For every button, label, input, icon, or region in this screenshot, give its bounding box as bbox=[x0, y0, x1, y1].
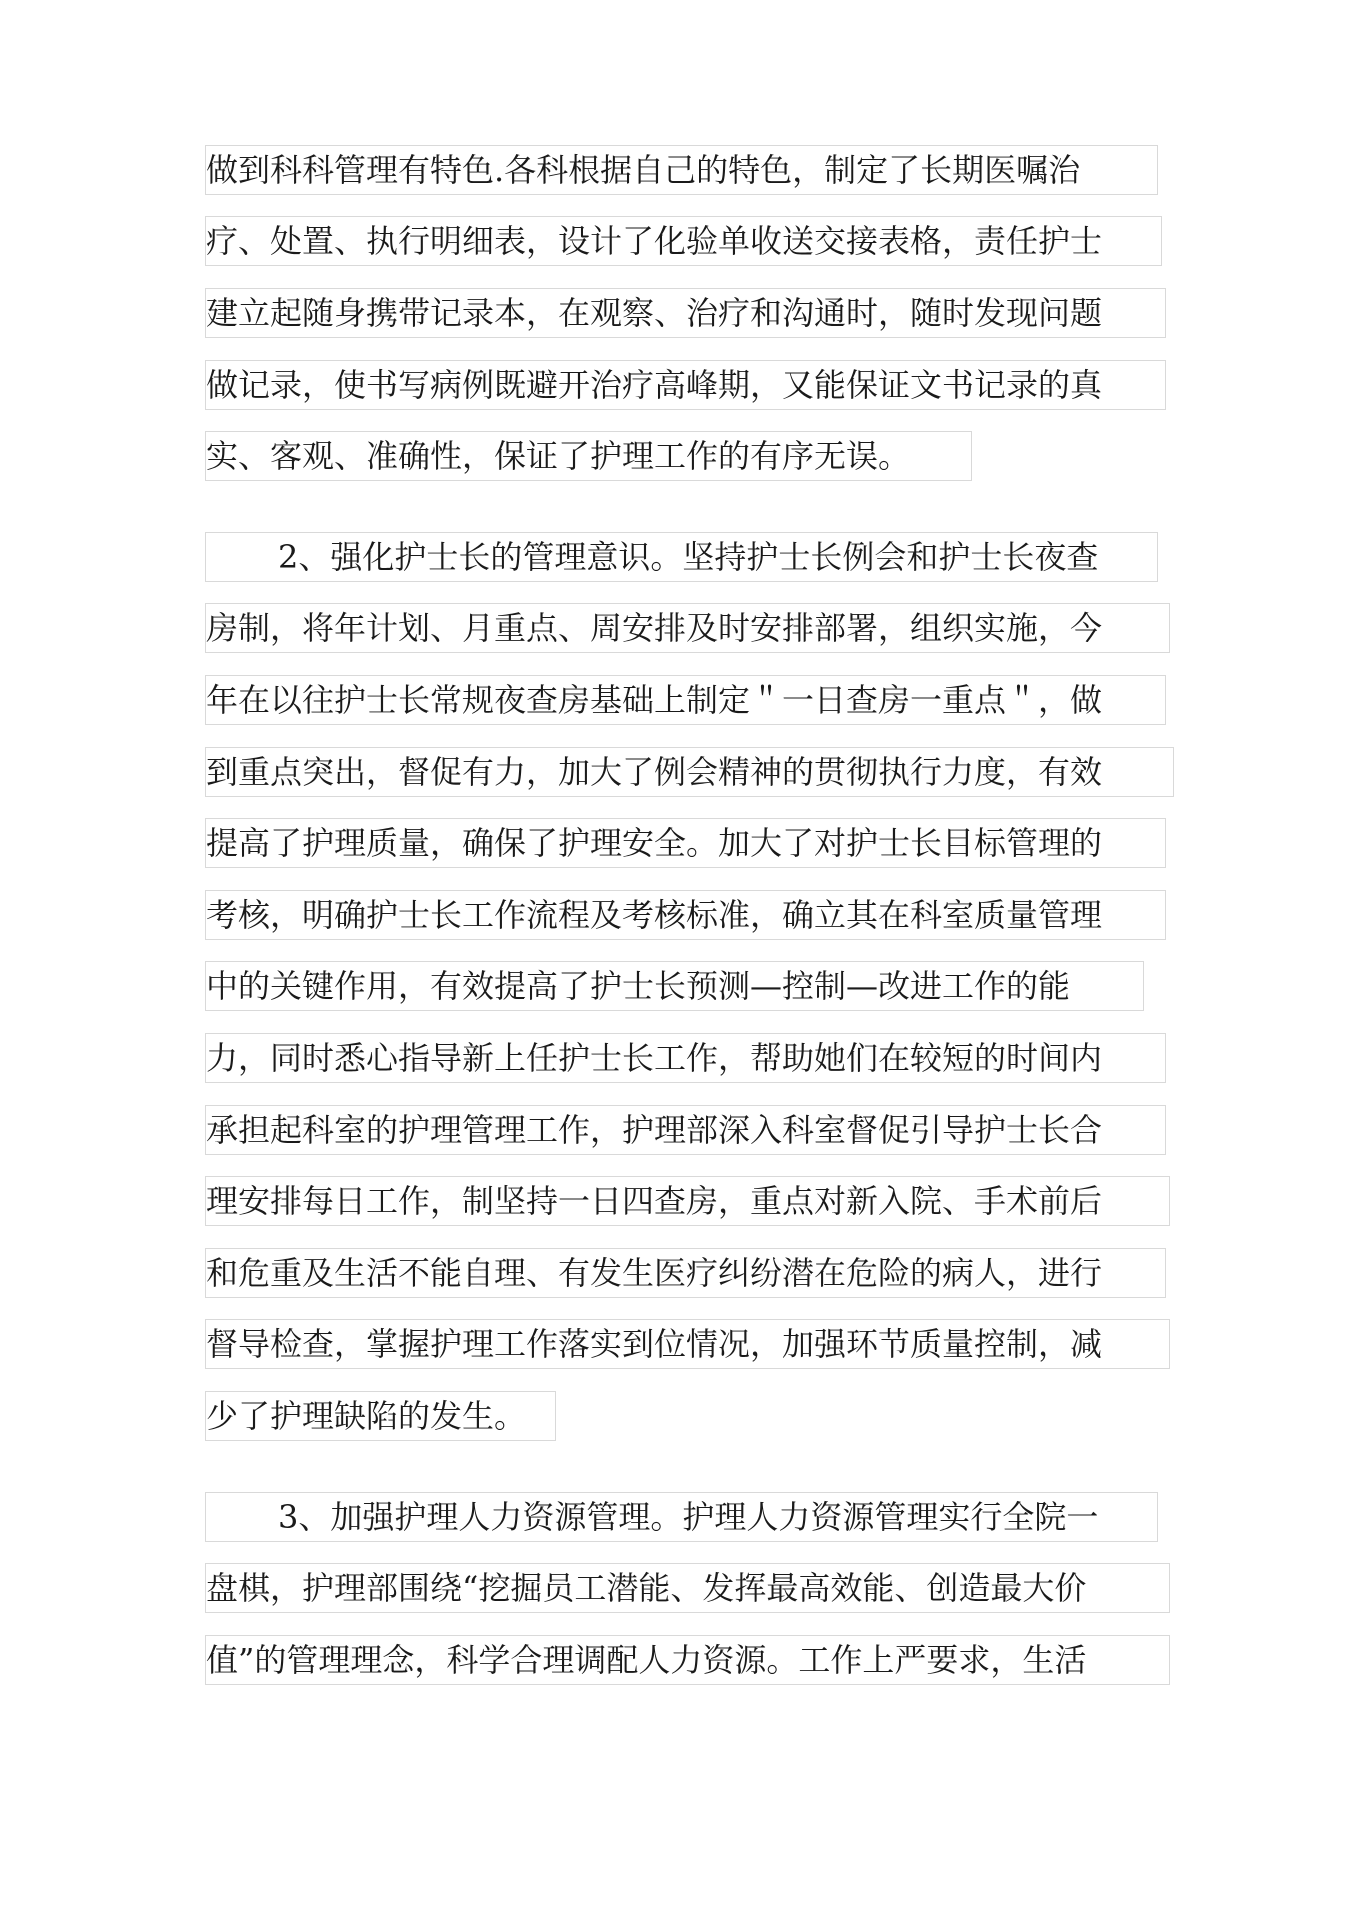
text-line: 力，同时悉心指导新上任护士长工作，帮助她们在较短的时间内 bbox=[205, 1033, 1166, 1083]
text-line: 提高了护理质量，确保了护理安全。加大了对护士长目标管理的 bbox=[205, 818, 1166, 868]
text-line: 盘棋，护理部围绕“挖掘员工潜能、发挥最高效能、创造最大价 bbox=[205, 1563, 1170, 1613]
text-line: 房制，将年计划、月重点、周安排及时安排部署，组织实施，今 bbox=[205, 603, 1170, 653]
text-line: 年在以往护士长常规夜查房基础上制定＂一日查房一重点＂，做 bbox=[205, 675, 1166, 725]
paragraph-first-line: 2、强化护士长的管理意识。坚持护士长例会和护士长夜查 bbox=[205, 532, 1158, 582]
text-line: 和危重及生活不能自理、有发生医疗纠纷潜在危险的病人，进行 bbox=[205, 1248, 1166, 1298]
text-line: 实、客观、准确性，保证了护理工作的有序无误。 bbox=[205, 431, 972, 481]
text-line: 值”的管理理念，科学合理调配人力资源。工作上严要求，生活 bbox=[205, 1635, 1170, 1685]
text-line: 做到科科管理有特色.各科根据自己的特色，制定了长期医嘱治 bbox=[205, 145, 1158, 195]
text-line: 考核，明确护士长工作流程及考核标准，确立其在科室质量管理 bbox=[205, 890, 1166, 940]
text-line: 到重点突出，督促有力，加大了例会精神的贯彻执行力度，有效 bbox=[205, 747, 1174, 797]
text-line: 督导检查，掌握护理工作落实到位情况，加强环节质量控制，减 bbox=[205, 1319, 1170, 1369]
text-line: 理安排每日工作，制坚持一日四查房，重点对新入院、手术前后 bbox=[205, 1176, 1170, 1226]
text-line: 承担起科室的护理管理工作，护理部深入科室督促引导护士长合 bbox=[205, 1105, 1166, 1155]
text-line: 中的关键作用，有效提高了护士长预测—控制—改进工作的能 bbox=[205, 961, 1144, 1011]
paragraph-first-line: 3、加强护理人力资源管理。护理人力资源管理实行全院一 bbox=[205, 1492, 1158, 1542]
text-line: 少了护理缺陷的发生。 bbox=[205, 1391, 556, 1441]
text-line: 建立起随身携带记录本，在观察、治疗和沟通时，随时发现问题 bbox=[205, 288, 1166, 338]
text-line: 做记录，使书写病例既避开治疗高峰期，又能保证文书记录的真 bbox=[205, 360, 1166, 410]
text-line: 疗、处置、执行明细表，设计了化验单收送交接表格，责任护士 bbox=[205, 216, 1162, 266]
